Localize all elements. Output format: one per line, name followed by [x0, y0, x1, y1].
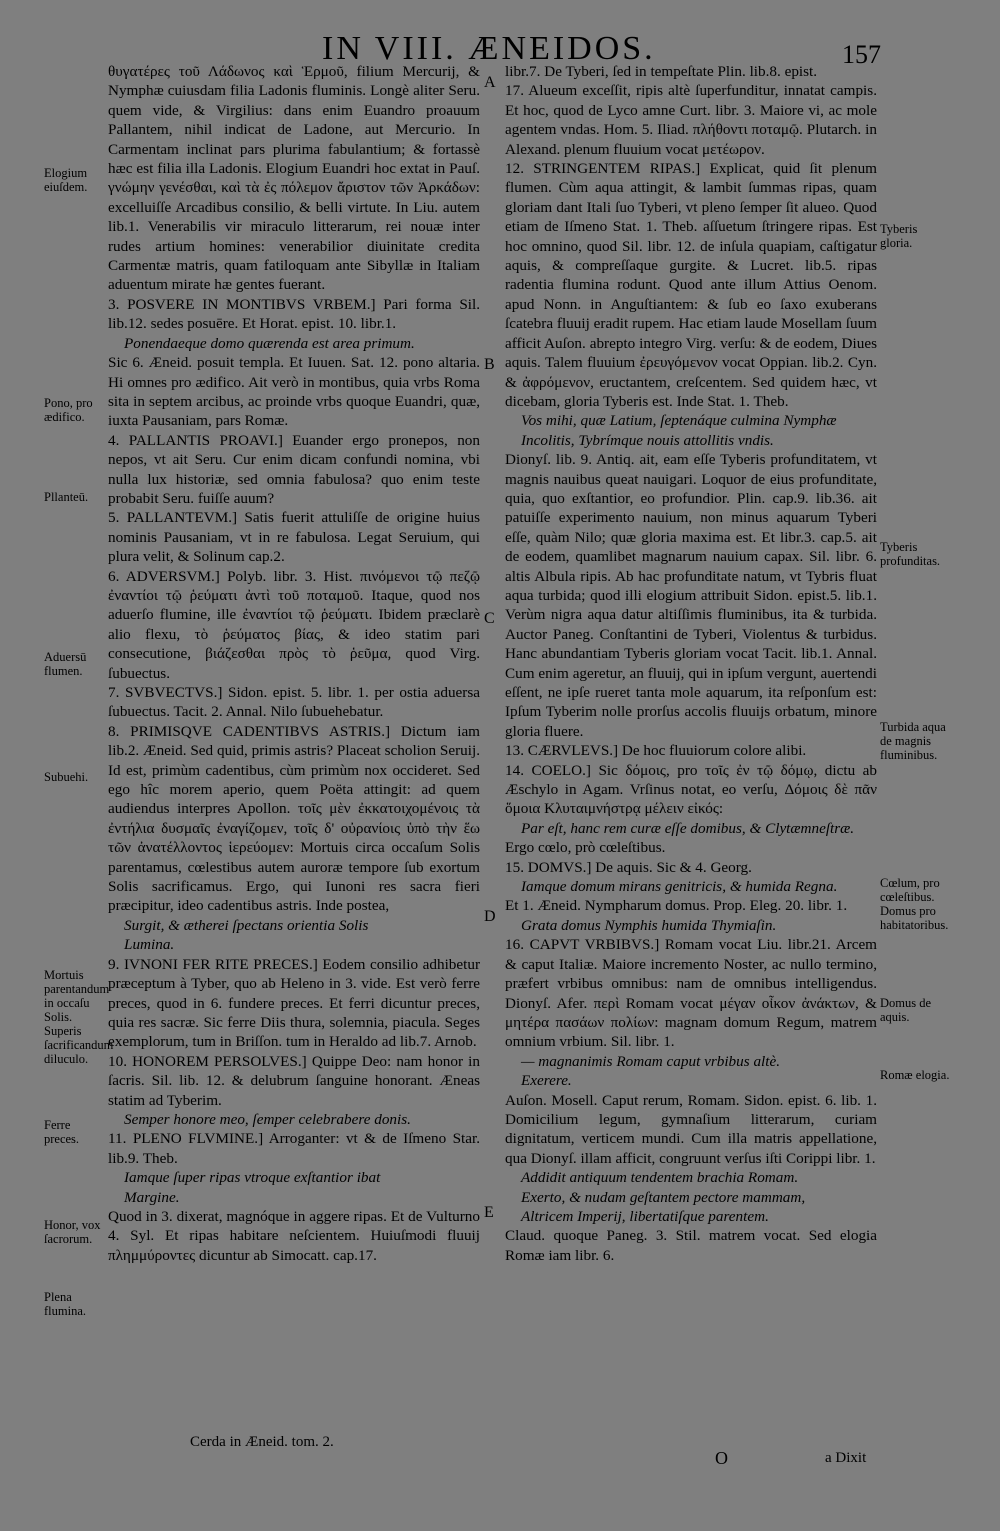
paragraph: θυγατέρες τοῦ Λάδωνος καὶ Ἑρμοῦ, filium Mercurij, & Nymphæ cuiusdam filia Ladonis fluminis. Longè aliter Seru. quem vide, & Virgilius: dans enim Euandro proauum Pallantem, nihil indicat de Ladone, aut Mercurio. In Carmentam inclinat pars plurima fabulantium; & fortassè hæc est filia illa Ladonis. Elogium Euandri hoc extat in Pauſ. γνώμην γενέσθαι, καὶ τὰ ἐς πόλεμον ἄριστον τῶν Ἀρκάδων: excelluiſſe Arcadibus consilio, & belli virtute. In Liu. autem lib.1. Venerabilis vir miraculo litterarum, rei nouæ inter rudes artium homines: venerabilior diuinitate credita Carmentæ matris, quam fatiloquam ante Sibyllæ in Italiam aduentum mirate hæ gentes fuerant. — [108, 63, 480, 294]
section-letter-c: C — [484, 610, 495, 627]
verse-line: Margine. — [124, 1188, 180, 1206]
verse-line: Iamque domum mirans genitricis, & humida Regna. — [521, 878, 838, 896]
section-letter-d: D — [484, 908, 496, 925]
paragraph: 10. HONOREM PERSOLVES.] Quippe Deo: nam honor in ſacris. Sil. lib. 12. & delubrum ſanguine honorant. Æneas statim ad Tyberim. — [108, 1052, 480, 1109]
paragraph: 17. Alueum exceſſit, ripis altè ſuperfunditur, innatat campis. Et hoc, quod de Lyco amne Curt. libr. 3. Maiore vi, ac mole agentem vndas. Hom. 5. Iliad. πλήθοντι ποταμῷ. Plutarch. in Alexand. plenum fluuium vocat μετέωρον. — [505, 82, 877, 158]
paragraph: 16. CAPVT VRBIBVS.] Romam vocat Liu. libr.21. Arcem & caput Italiæ. Maiore incremento Noster, ac nullo termino, præfert vrbibus omnibus: nam de omnibus intelligendus. Dionyſ. Afer. περὶ Romam vocat μέγαν οἶκον ἀνάκτων, & μητέρα πασάων πολίων: magnam domum Regum, matrem omnium vrbium. Sil. libr. 1. — [505, 936, 877, 1051]
paragraph: Auſon. Mosell. Caput rerum, Romam. Sidon. epist. 6. lib. 1. Domicilium legum, gymnaſium litterarum, curiam dignitatum, verticem mundi. Cum illa matris appellatione, qua Dionyſ. illam afficit, congruunt verſus iſti Corippi libr. 1. — [505, 1091, 877, 1167]
margin-note-aduersum: Aduersū flumen. — [44, 650, 87, 678]
paragraph: Dionyſ. lib. 9. Antiq. ait, eam eſſe Tyberis profunditatem, vt magnis nauibus queat nauigari. Loquor de eius profunditate, quia, quo exſtantior, eo profundior. Plin. cap.9. lib.36. ait patuiſſe experimento nauium, non minus aquarum Tyberi eſſe, quàm Nilo; quæ gloria maxima est. Et libr.3. cap.5. ait de eodem, quamlibet magnarum nauium capax. Sil. libr. 6. altis Albula ripis. Ab hac profunditate natum, vt Tybris fluat aqua turbida; quod illi elogium attribuit Sidon. epist.5. lib.1. Verùm nigra aqua datur altiſſimis fluminibus, ita & turbida. Auctor Paneg. Conſtantini de Tyberi, Violentus & turbidus. Hanc abundantiam Tyberis gloriam vocat Tacit. lib.1. Annal. Cum enim ageretur, an fluuij, qui in ipſum vergunt, auertendi eſſent, ne ipſe rueret tanta mole aquarum, ita reſponſum est: Ipſum Tyberim nolle prorſus accolis fluuijs orbatum, minore gloria fluere. — [505, 451, 877, 740]
paragraph: 7. SVBVECTVS.] Sidon. epist. 5. libr. 1. per ostia aduersa ſubuectus. Tacit. 2. Annal. Nilo ſubuehebatur. — [108, 684, 480, 721]
paragraph: Sic 6. Æneid. posuit templa. Et Iuuen. Sat. 12. pono altaria. Hi omnes pro ædifico. Ait verò in montibus, quia vrbs Roma sita in septem arcibus, ac proinde vrbs quoque Euandri, quæ, iuxta Pausaniam, pars Romæ. — [108, 354, 480, 430]
margin-note-pono: Pono, pro ædifico. — [44, 396, 93, 424]
verse-line: Exerto, & nudam geſtantem pectore mammam, — [521, 1188, 806, 1206]
margin-note-ferre: Ferre preces. — [44, 1118, 80, 1146]
section-letter-a: A — [484, 74, 496, 91]
paragraph: 13. CÆRVLEVS.] De hoc fluuiorum colore alibi. — [505, 742, 807, 760]
margin-note-domus: Domus de aquis. — [880, 996, 932, 1024]
verse-line: Lumina. — [124, 936, 175, 954]
paragraph: Et 1. Æneid. Nympharum domus. Prop. Eleg. 20. libr. 1. — [505, 897, 848, 915]
paragraph: 4. PALLANTIS PROAVI.] Euander ergo pronepos, non nepos, vt ait Seru. Cur enim dicam confundi nomina, vbi nulla lux historiæ, sed omnia fabulosa? quo enim teste probabit Seru. fuiſſe auum? — [108, 431, 480, 507]
verse-line: Addidit antiquum tendentem brachia Romam. — [521, 1169, 799, 1187]
verse-line: Incolitis, Tybrímque nouis attollitis vndis. — [521, 431, 774, 449]
margin-note-turbida: Turbida aqua de magnis fluminibus. — [880, 720, 946, 762]
paragraph: 3. POSVERE IN MONTIBVS VRBEM.] Pari forma Sil. lib.12. sedes posuēre. Et Horat. epist. 10. libr.1. — [108, 295, 480, 333]
paragraph: 5. PALLANTEVM.] Satis fuerit attuliſſe de origine huius nominis Pausaniam, vt in re fabulosa. Legat Seruium, qui plura velit, & Solinum cap.2. — [108, 509, 480, 566]
verse-line: Grata domus Nymphis humida Thymiaſin. — [521, 916, 777, 934]
left-column — [108, 62, 480, 1265]
margin-note-tyberis-profunditas: Tyberis profunditas. — [880, 540, 941, 568]
margin-note-subuehi: Subuehi. — [44, 770, 89, 784]
paragraph: Quod in 3. dixerat, magnóque in aggere ripas. Et de Vulturno 4. Syl. Et ripas habitare neſcientem. Huiuſmodi fluuij πλημμύροντες dicuntur ab Simocatt. cap.17. — [108, 1207, 480, 1264]
paragraph: 9. IVNONI FER RITE PRECES.] Eodem consilio adhibetur præceptum à Tyber, quo ab Heleno in 3. vide. Est verò ferre preces, quod in 6. fundere preces. Et ferri dicuntur preces, quia res sacræ. Sic ferre Diis thura, solemnia, piacula. Seges exemplorum, tum in Briſſon. tum in Heraldo ad lib.7. Arnob. — [108, 955, 480, 1051]
section-letter-b: B — [484, 356, 495, 373]
verse-line: Altricem Imperij, libertatiſque parentem. — [521, 1207, 769, 1225]
margin-note-mortuis: Mortuis parentandum in occaſu Solis. Superis ſacrificandum diluculo. — [44, 968, 114, 1066]
margin-note-plena: Plena flumina. — [44, 1290, 87, 1318]
paragraph: 15. DOMVS.] De aquis. Sic & 4. Georg. — [505, 858, 752, 876]
margin-note-romae: Romæ elogia. — [880, 1068, 950, 1082]
signature-mark: Cerda in Æneid. tom. 2. — [190, 1434, 334, 1450]
margin-note-coelum: Cœlum, pro cœleſtibus. Domus pro habitatoribus. — [880, 876, 949, 932]
ornament-mark: O — [715, 1448, 728, 1468]
verse-line: Surgit, & ætherei ſpectans orientia Solis — [124, 916, 369, 934]
paragraph: 12. STRINGENTEM RIPAS.] Explicat, quid ſit plenum flumen. Cùm aqua attingit, & lambit ſummas ripas, quam gloriam dant Itali ſuo Tyberi, vt pleno ſemper ſit alueo. Quod etiam de Iſmeno Stat. 1. Theb. aſſuetum ſtringere ripas. Est hoc omnino, quod Sil. libr. 12. de inſula quapiam, caſtigatur aquis, & compreſſaque gurgite. & Lucret. lib.5. ripas radentia flumina rodunt. Quod ante illum Attius Oenom. apud Nonn. in Anguſtiantem: & ſub eo ſaxo exuberans ſcatebra fluuij eradit rupem. Hac etiam laude Mosellam ſuum afficit Auſon. abrepto integro Virg. verſu: & de eodem, Diues aquis. Talem fluuium ἐρευγόμενον vocat Oppian. lib.2. Cyn. & ἀφρόμενον, eructantem, creſcentem. Sed quidem hæc, vt dicebam, gloria Tyberis est. Inde Stat. 1. Theb. — [505, 160, 877, 410]
paragraph: libr.7. De Tyberi, ſed in tempeſtate Plin. lib.8. epist. — [505, 63, 818, 80]
right-column — [505, 62, 877, 1265]
verse-line: Iamque ſuper ripas vtroque exſtantior ibat — [124, 1169, 381, 1187]
page-title: IN VIII. ÆNEIDOS. — [322, 30, 656, 67]
catchword: a Dixit — [825, 1450, 867, 1466]
margin-note-elogium: Elogium eiuſdem. — [44, 166, 88, 194]
verse-line: Vos mihi, quæ Latium, ſeptenáque culmina Nymphæ — [521, 412, 837, 430]
verse-line: Exerere. — [521, 1072, 572, 1090]
paragraph: 14. COELO.] Sic δόμοις, pro τοῖς ἐν τῷ δόμῳ, dictu ab Æschylo in Agam. Vrſinus notat, eo verſu, Δόμοις δὲ πᾶν ὅμοια Κλυταιμνήστρᾳ μέλειν εἰκός: — [505, 761, 877, 818]
section-letter-e: E — [484, 1204, 494, 1221]
verse-line: — magnanimis Romam caput vrbibus altè. — [521, 1052, 781, 1070]
paragraph: 8. PRIMISQVE CADENTIBVS ASTRIS.] Dictum iam lib.2. Æneid. Sed quid, primis astris? Placeat scholion Seruij. Id est, primùm cadentibus, cùm primùm nox occideret. Sed ego hîc morem aperio, quem Poëta attingit: ad quem audiendus interpres Apollon. τοῖς μὲν ἐκκατοιχομένοις τὰ ἐντήλια δυσμαῖς ἐναγίζομεν, τοῖς δ' οὐρανίοις ὑπὸ τὴν ἕω τῶν ἀνατέλλοντος ἱερεύομεν: Mortuis circa occaſum Solis parentamus, cœlestibus autem auroræ tempore ſub exortum Solis sacrificamus. Ergo, qui Iunoni res sacra fieri præcipitur, ideo cadentibus astris. Inde postea, — [108, 722, 480, 915]
verse-line: Semper honore meo, ſemper celebrabere donis. — [124, 1110, 411, 1128]
paragraph: 6. ADVERSVM.] Polyb. libr. 3. Hist. πινόμενοι τῷ πεζῷ ἐναντίοι τῷ ῥεύματι ἀντὶ τοῦ ποταμοῦ. Itaque, quod nos aduerſo flumine, ille ἐναντίοι τῷ ῥεύματι. Ibidem præclarè alio flexu, τὸ ῥεύματος βίας, & ideo statim pari consecutione, βιάζεσθαι πρὸς τὸ ῥεῦμα, quod Virg. ſubuectus. — [108, 567, 480, 682]
verse-line: Ponendaeque domo quærenda est area primum. — [124, 334, 415, 352]
paragraph: Claud. quoque Paneg. 3. Stil. matrem vocat. Sed elogia Romæ iam libr. 6. — [505, 1227, 877, 1264]
margin-note-pallanteum: Pllanteū. — [44, 490, 89, 504]
page-number: 157 — [842, 40, 881, 69]
margin-note-honor: Honor, vox ſacrorum. — [44, 1218, 101, 1246]
verse-line: Par eſt, hanc rem curæ eſſe domibus, & Clytæmneſtræ. — [521, 819, 855, 837]
margin-note-tyberis-gloria: Tyberis gloria. — [880, 222, 918, 250]
paragraph: Ergo cœlo, prò cœleſtibus. — [505, 839, 666, 857]
paragraph: 11. PLENO FLVMINE.] Arroganter: vt & de Iſmeno Star. lib.9. Theb. — [108, 1130, 480, 1167]
